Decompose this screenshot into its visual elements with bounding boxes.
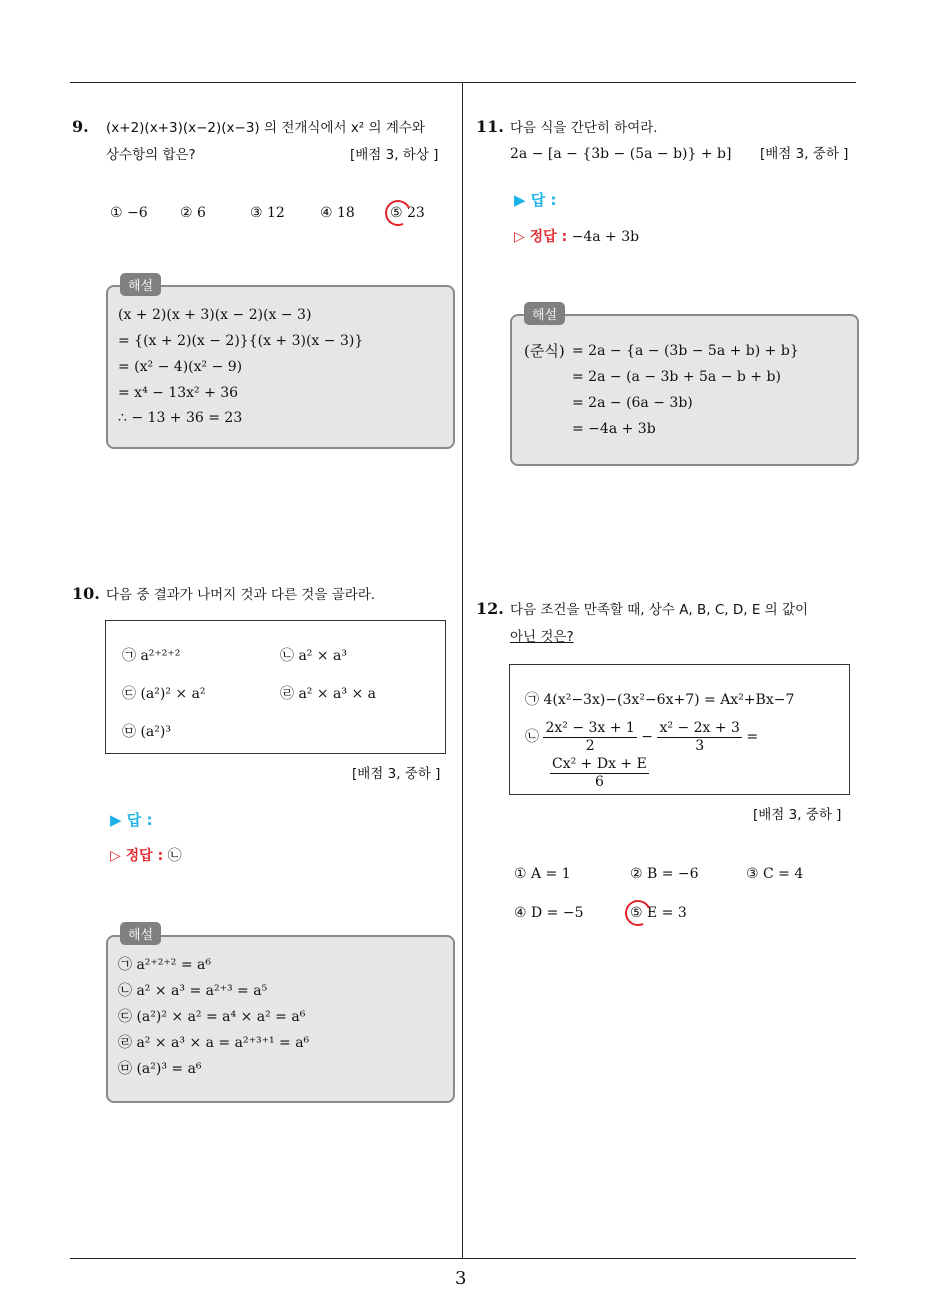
q10-sol-line: ㉢ (a²)² × a² = a⁴ × a² = a⁶ bbox=[118, 1009, 306, 1025]
q12-minus: − bbox=[641, 729, 654, 745]
q9-solution-tag: 해설 bbox=[120, 273, 161, 296]
q12-frac3-num: Cx² + Dx + E bbox=[552, 756, 647, 772]
q10-sol-line: ㉡ a² × a³ = a²⁺³ = a⁵ bbox=[118, 983, 268, 999]
q12-frac3-den: 6 bbox=[594, 774, 604, 790]
q12-cond2-lead: ㉡ bbox=[525, 729, 539, 745]
q10-solution-tag: 해설 bbox=[120, 922, 161, 945]
q11-prompt: 다음 식을 간단히 하여라. bbox=[510, 120, 658, 136]
q10-sol-line: ㉠ a²⁺²⁺² = a⁶ bbox=[118, 957, 212, 973]
q12-choice-2[interactable]: ② B = −6 bbox=[630, 866, 699, 882]
q12-choice-1[interactable]: ① A = 1 bbox=[514, 866, 571, 882]
q12-frac2-num: x² − 2x + 3 bbox=[659, 720, 740, 736]
q12-points: [배점 3, 중하 ] bbox=[753, 807, 842, 823]
q11-solution-tag: 해설 bbox=[524, 302, 565, 325]
q10-item: ㉠ a²⁺²⁺² bbox=[122, 648, 181, 664]
q12-cond2-rhs bbox=[550, 756, 649, 791]
q12-cond1: ㉠ 4(x²−3x)−(3x²−6x+7) = Ax²+Bx−7 bbox=[525, 692, 795, 708]
q12-frac3 bbox=[550, 756, 649, 791]
q11-correct-label: ▷ 정답 : bbox=[514, 229, 568, 245]
q9-sol-line: = {(x + 2)(x − 2)}{(x + 3)(x − 3)} bbox=[118, 333, 364, 349]
q12-choice-3[interactable]: ③ C = 4 bbox=[746, 866, 804, 882]
q12-frac2-den: 3 bbox=[695, 738, 705, 754]
column-divider bbox=[462, 83, 463, 1259]
q10-sol-line: ㉣ a² × a³ × a = a²⁺³⁺¹ = a⁶ bbox=[118, 1035, 310, 1051]
q11-solution-box bbox=[510, 314, 859, 466]
q12-frac1-den: 2 bbox=[585, 738, 595, 754]
q10-item: ㉤ (a²)³ bbox=[122, 724, 171, 740]
q10-correct bbox=[110, 846, 182, 866]
q12-frac1 bbox=[543, 720, 636, 755]
q11-answer-label: ▶ 답 : bbox=[514, 191, 557, 209]
q12-equals: = bbox=[746, 729, 759, 745]
q10-correct-label: ▷ 정답 : bbox=[110, 848, 164, 864]
q10-number: 10. bbox=[72, 584, 100, 603]
q12-frac1-num: 2x² − 3x + 1 bbox=[545, 720, 635, 736]
q9-sol-line: ∴ − 13 + 36 = 23 bbox=[118, 410, 243, 426]
q9-choice-1[interactable]: ① −6 bbox=[110, 205, 148, 221]
q10-correct-value: ㉡ bbox=[167, 848, 182, 864]
q11-sol-lead: (준식) bbox=[524, 342, 565, 360]
q10-prompt: 다음 중 결과가 나머지 것과 다른 것을 골라라. bbox=[106, 587, 376, 603]
q12-choice-4[interactable]: ④ D = −5 bbox=[514, 905, 584, 921]
q11-sol-line: = 2a − (a − 3b + 5a − b + b) bbox=[572, 369, 781, 385]
q10-answer-label: ▶ 답 : bbox=[110, 811, 153, 829]
q9-answer-mark bbox=[381, 196, 414, 229]
q10-sol-line: ㉤ (a²)³ = a⁶ bbox=[118, 1061, 202, 1077]
q9-line1: (x+2)(x+3)(x−2)(x−3) 의 전개식에서 x² 의 계수와 bbox=[106, 120, 425, 136]
q10-item: ㉢ (a²)² × a² bbox=[122, 686, 206, 702]
top-rule bbox=[70, 82, 856, 83]
q9-sol-line: = x⁴ − 13x² + 36 bbox=[118, 385, 239, 401]
q11-sol-line: = 2a − (6a − 3b) bbox=[572, 395, 693, 411]
q12-line1: 다음 조건을 만족할 때, 상수 A, B, C, D, E 의 값이 bbox=[510, 602, 809, 618]
q12-line2: 아닌 것은? bbox=[510, 629, 574, 645]
bottom-rule bbox=[70, 1258, 856, 1259]
q9-points: [배점 3, 하상 ] bbox=[350, 147, 439, 163]
q11-correct-value: −4a + 3b bbox=[571, 229, 640, 245]
q10-item: ㉡ a² × a³ bbox=[280, 648, 347, 664]
q11-sol-line: = 2a − {a − (3b − 5a + b) + b} bbox=[572, 343, 799, 359]
q10-points: [배점 3, 중하 ] bbox=[352, 766, 441, 782]
q12-frac2 bbox=[657, 720, 741, 755]
q12-answer-mark bbox=[621, 896, 654, 929]
q10-item: ㉣ a² × a³ × a bbox=[280, 686, 376, 702]
q11-sol-line: = −4a + 3b bbox=[572, 421, 656, 437]
q9-choice-5[interactable]: ⑤ 23 bbox=[390, 205, 425, 221]
q12-number: 12. bbox=[476, 599, 504, 618]
q11-points: [배점 3, 중하 ] bbox=[760, 146, 849, 162]
q9-sol-line: = (x² − 4)(x² − 9) bbox=[118, 359, 243, 375]
q9-sol-line: (x + 2)(x + 3)(x − 2)(x − 3) bbox=[118, 307, 312, 323]
q9-choice-2[interactable]: ② 6 bbox=[180, 205, 206, 221]
q11-correct bbox=[514, 227, 639, 247]
q9-number: 9. bbox=[72, 117, 89, 136]
page-number: 3 bbox=[455, 1268, 467, 1289]
q9-choice-3[interactable]: ③ 12 bbox=[250, 205, 285, 221]
q9-choice-4[interactable]: ④ 18 bbox=[320, 205, 355, 221]
q12-choice-5[interactable]: ⑤ E = 3 bbox=[630, 905, 687, 921]
q12-cond2 bbox=[525, 720, 758, 755]
q9-line2: 상수항의 합은? bbox=[106, 147, 196, 163]
q11-expr: 2a − [a − {3b − (5a − b)} + b] bbox=[510, 146, 732, 162]
q11-number: 11. bbox=[476, 117, 504, 136]
